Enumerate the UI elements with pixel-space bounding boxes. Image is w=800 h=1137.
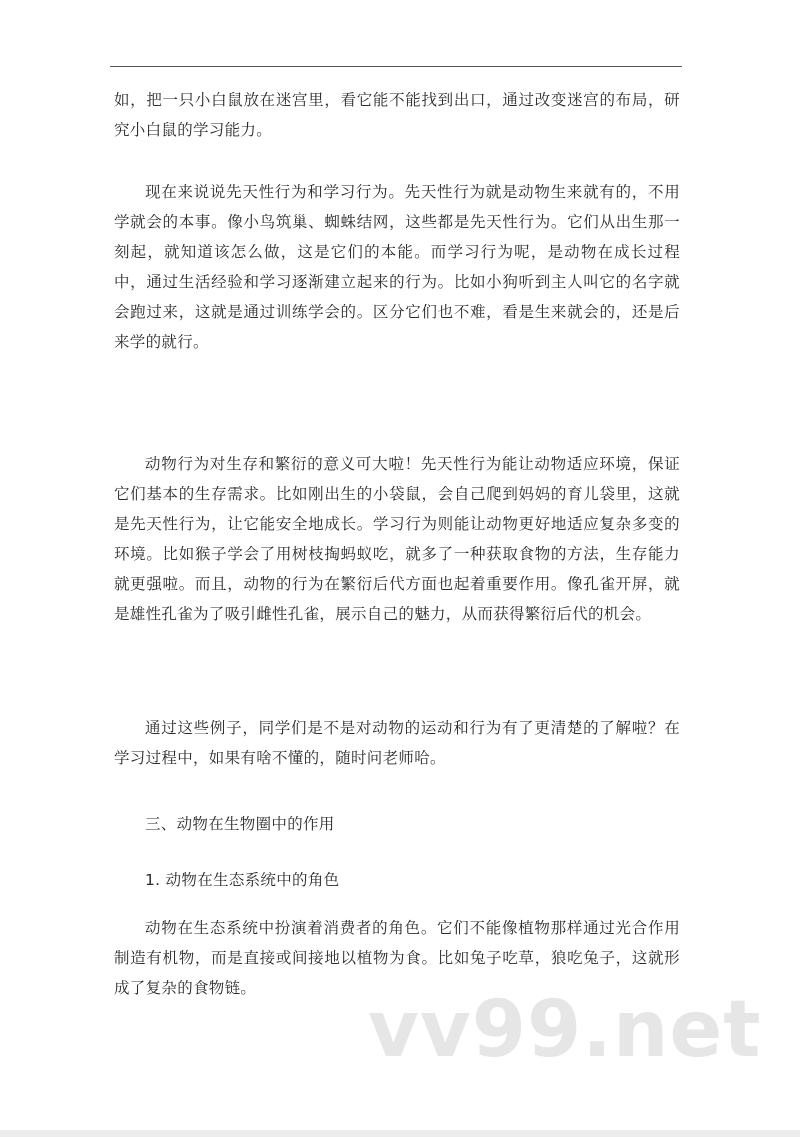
subsection-heading: 1. 动物在生态系统中的角色 — [145, 871, 340, 889]
paragraph-behavior-significance: 动物行为对生存和繁衍的意义可大啦！先天性行为能让动物适应环境，保证它们基本的生存需求。比如刚出生的小袋鼠，会自己爬到妈妈的育儿袋里，这就是先天性行为，让它能安全地成长。学习行为则能让动物更好地适应复杂多变的环境。比如猴子学会了用树枝掏蚂蚁吃，就多了一种获取食物的方法，生存能力就更强啦。而且，动物的行为在繁衍后代方面也起着重要作用。像孔雀开屏，就是雄性孔雀为了吸引雌性孔雀，展示自己的魅力，从而获得繁衍后代的机会。 — [114, 455, 680, 623]
page-bottom-edge — [0, 1130, 800, 1137]
paragraph-continuation: 如，把一只小白鼠放在迷宫里，看它能不能找到出口，通过改变迷宫的布局，研究小白鼠的学习能力。 — [114, 91, 680, 139]
watermark: vv99.net — [368, 985, 762, 1075]
paragraph-consumer-role: 动物在生态系统中扮演着消费者的角色。它们不能像植物那样通过光合作用制造有机物，而是直接或间接地以植物为食。比如兔子吃草，狼吃兔子，这就形成了复杂的食物链。 — [114, 919, 680, 997]
section-heading: 三、动物在生物圈中的作用 — [145, 815, 335, 833]
paragraph-summary: 通过这些例子，同学们是不是对动物的运动和行为有了更清楚的了解啦？在学习过程中，如果有啥不懂的，随时问老师哈。 — [114, 719, 680, 767]
paragraph-innate-vs-learned: 现在来说说先天性行为和学习行为。先天性行为就是动物生来就有的，不用学就会的本事。像小鸟筑巢、蜘蛛结网，这些都是先天性行为。它们从出生那一刻起，就知道该怎么做，这是它们的本能。而学习行为呢，是动物在成长过程中，通过生活经验和学习逐渐建立起来的行为。比如小狗听到主人叫它的名字就会跑过来，这就是通过训练学会的。区分它们也不难，看是生来就会的，还是后来学的就行。 — [114, 183, 680, 351]
